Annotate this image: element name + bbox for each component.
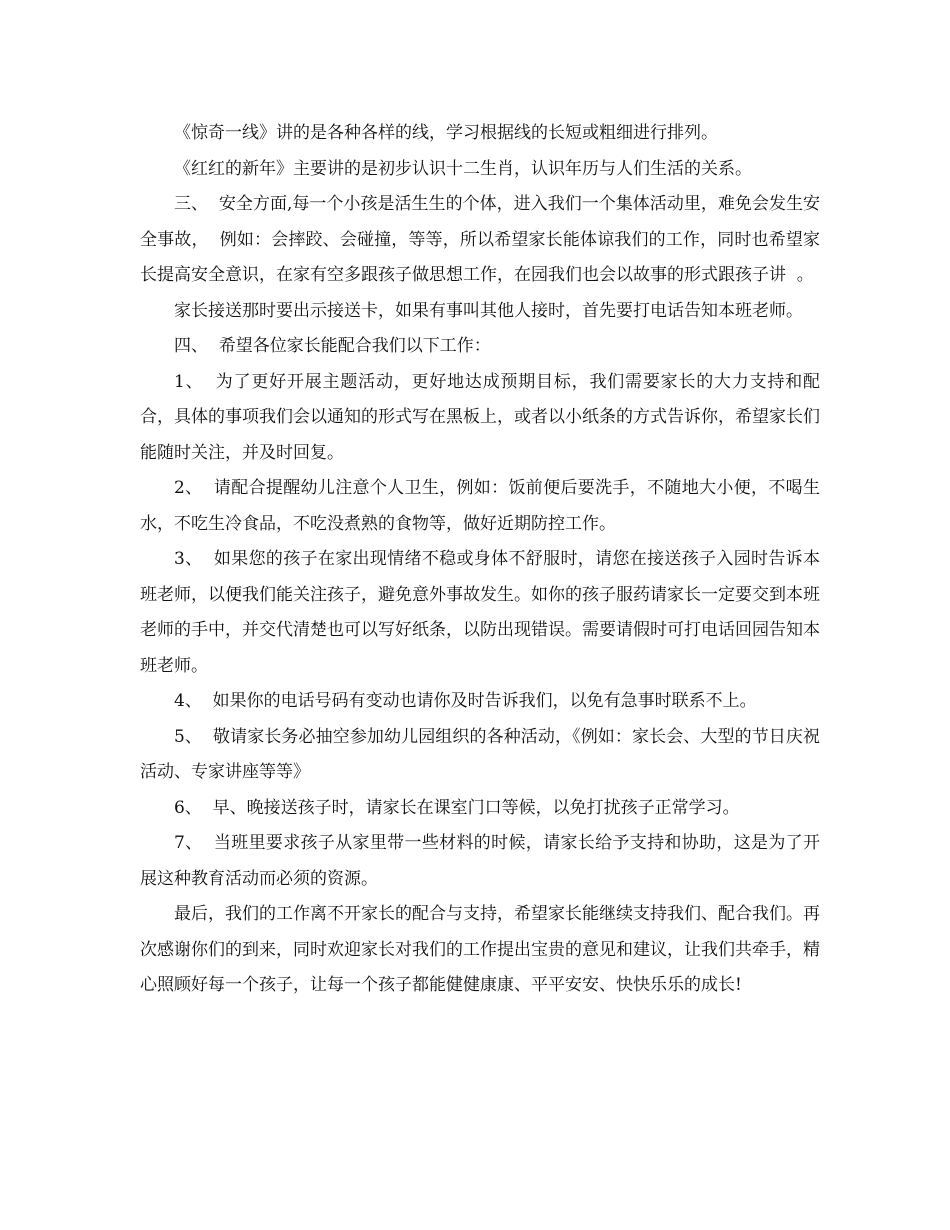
list-item-6: 6、 早、晚接送孩子时，请家长在课室门口等候，以免打扰孩子正常学习。 <box>174 797 740 818</box>
paragraph-section-cooperation: 四、 希望各位家长能配合我们以下工作： <box>174 336 491 356</box>
paragraph-lesson-new-year: 《红红的新年》主要讲的是初步认识十二生肖，认识年历与人们生活的关系。 <box>174 158 752 179</box>
paragraph-lesson-lines: 《惊奇一线》讲的是各种各样的线，学习根据线的长短或粗细进行排列。 <box>174 123 718 143</box>
list-item-4: 4、 如果你的电话号码有变动也请你及时告诉我们，以免有急事时联系不上。 <box>174 691 757 711</box>
document-body <box>140 116 820 1004</box>
paragraph-pickup-card: 家长接送那时要出示接送卡，如果有事叫其他人接时，首先要打电话告知本班老师。 <box>174 300 803 321</box>
paragraph-section-safety: 三、 安全方面,每一个小孩是活生生的个体，进入我们一个集体活动里，难免会发生安全事故， 例如：会摔跤、会碰撞，等等，所以希望家长能体谅我们的工作，同时也希望家长提高安全意识，在家有空多跟孩子做思想工作，在园我们也会以故事的形式跟孩子讲 。 <box>140 194 820 285</box>
list-item-7: 7、 当班里要求孩子从家里带一些材料的时候，请家长给予支持和协助，这是为了开展这种教育活动而必须的资源。 <box>140 833 820 889</box>
paragraph-closing: 最后，我们的工作离不开家长的配合与支持，希望家长能继续支持我们、配合我们。再次感谢你们的到来，同时欢迎家长对我们的工作提出宝贵的意见和建议，让我们共牵手，精心照顾好每一个孩子，让每一个孩子都能健健康康、平平安安、快快乐乐的成长! <box>140 904 820 995</box>
list-item-3: 3、 如果您的孩子在家出现情绪不稳或身体不舒服时，请您在接送孩子入园时告诉本班老师，以便我们能关注孩子，避免意外事故发生。如你的孩子服药请家长一定要交到本班老师的手中，并交代清楚也可以写好纸条，以防出现错误。需要请假时可打电话回园告知本班老师。 <box>140 549 820 676</box>
list-item-2: 2、 请配合提醒幼儿注意个人卫生，例如：饭前便后要洗手，不随地大小便，不喝生水，不吃生冷食品，不吃没煮熟的食物等，做好近期防控工作。 <box>140 478 820 534</box>
list-item-5: 5、 敬请家长务必抽空参加幼儿园组织的各种活动，《例如：家长会、大型的节日庆祝活动、专家讲座等等》 <box>140 726 820 782</box>
list-item-1: 1、 为了更好开展主题活动，更好地达成预期目标，我们需要家长的大力支持和配合，具体的事项我们会以通知的形式写在黑板上，或者以小纸条的方式告诉你，希望家长们能随时关注，并及时回复。 <box>140 371 820 463</box>
